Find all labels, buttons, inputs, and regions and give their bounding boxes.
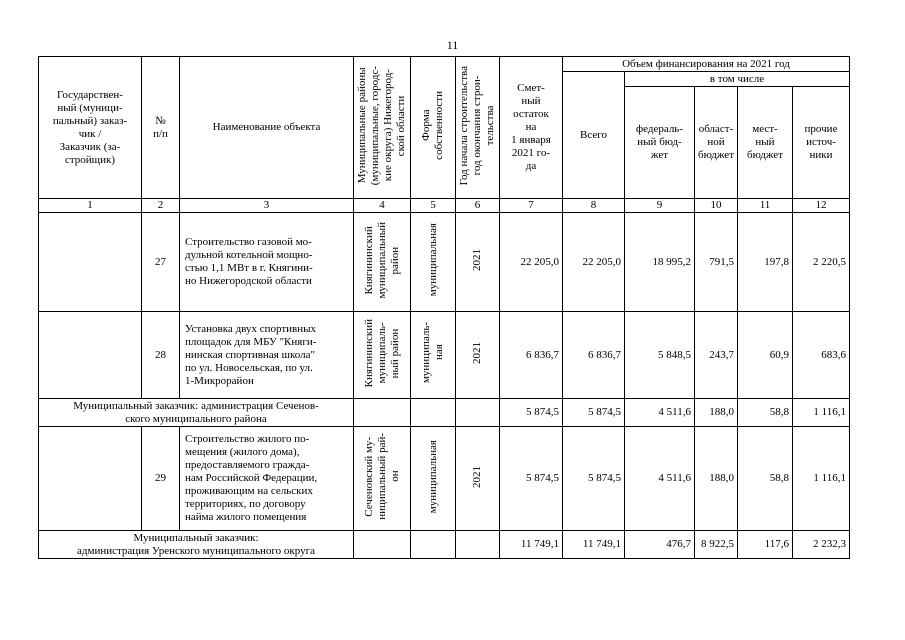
customer-subtotal-row bbox=[39, 531, 850, 559]
year: 2021 bbox=[456, 312, 500, 399]
empty-cell bbox=[456, 531, 500, 559]
header-remaining: Смет- ный остаток на 1 января 2021 го- да bbox=[500, 57, 563, 199]
regional-value: 188,0 bbox=[695, 399, 738, 427]
header-ownership: Форма собственности bbox=[411, 57, 456, 199]
row-number: 28 bbox=[142, 312, 180, 399]
federal-value: 18 995,2 bbox=[625, 213, 695, 312]
remaining-value: 11 749,1 bbox=[500, 531, 563, 559]
year: 2021 bbox=[456, 427, 500, 531]
remaining-value: 5 874,5 bbox=[500, 399, 563, 427]
empty-cell bbox=[411, 399, 456, 427]
header-total: Всего bbox=[563, 72, 625, 199]
federal-value: 5 848,5 bbox=[625, 312, 695, 399]
col-number: 5 bbox=[411, 199, 456, 213]
customer-label: Муниципальный заказчик: администрация Уренского муниципального округа bbox=[39, 531, 354, 559]
ownership: муниципальная bbox=[411, 427, 456, 531]
other-value: 1 116,1 bbox=[793, 427, 850, 531]
federal-value: 4 511,6 bbox=[625, 399, 695, 427]
empty-cell bbox=[411, 531, 456, 559]
total-value: 5 874,5 bbox=[563, 427, 625, 531]
header-districts: Муниципальные районы (муниципальные, городс- кие округа) Нижегород- ской области bbox=[354, 57, 411, 199]
year: 2021 bbox=[456, 213, 500, 312]
page-number: 11 bbox=[446, 38, 459, 52]
remaining-value: 5 874,5 bbox=[500, 427, 563, 531]
col-number: 7 bbox=[500, 199, 563, 213]
regional-value: 791,5 bbox=[695, 213, 738, 312]
object-name: Установка двух спортивных площадок для МБУ "Княги- нинская спортивная школа" по ул. Новосельская, по ул. 1-Микрорайон bbox=[180, 312, 354, 399]
object-name: Строительство жилого по- мещения (жилого дома), предоставляемого гражда- нам Российской Федерации, проживающим на сельских территориях, по договору найма жилого помещения bbox=[180, 427, 354, 531]
federal-value: 4 511,6 bbox=[625, 427, 695, 531]
district: Княгининский муниципаль- ный район bbox=[354, 312, 411, 399]
local-value: 197,8 bbox=[738, 213, 793, 312]
district: Сеченовский му- ниципальный рай- он bbox=[354, 427, 411, 531]
row-number: 27 bbox=[142, 213, 180, 312]
ownership: муниципальная bbox=[411, 213, 456, 312]
regional-value: 8 922,5 bbox=[695, 531, 738, 559]
header-local: мест- ный бюджет bbox=[738, 87, 793, 199]
header-including: в том числе bbox=[625, 72, 850, 87]
customer-subtotal-row bbox=[39, 399, 850, 427]
remaining-value: 6 836,7 bbox=[500, 312, 563, 399]
total-value: 5 874,5 bbox=[563, 399, 625, 427]
header-customer: Государствен- ный (муници- пальный) заказ- чик / Заказчик (за- стройщик) bbox=[39, 57, 142, 199]
cell-customer bbox=[39, 312, 142, 399]
financing-table bbox=[38, 56, 850, 559]
column-numbers-row bbox=[39, 199, 850, 213]
regional-value: 188,0 bbox=[695, 427, 738, 531]
header-financing: Объем финансирования на 2021 год bbox=[563, 57, 850, 72]
local-value: 58,8 bbox=[738, 427, 793, 531]
empty-cell bbox=[354, 531, 411, 559]
empty-cell bbox=[456, 399, 500, 427]
other-value: 2 232,3 bbox=[793, 531, 850, 559]
empty-cell bbox=[354, 399, 411, 427]
table-row bbox=[39, 213, 850, 312]
header-years: Год начала строительства год окончания строи- тельства bbox=[456, 57, 500, 199]
header-other: прочие источ- ники bbox=[793, 87, 850, 199]
col-number: 10 bbox=[695, 199, 738, 213]
table-row bbox=[39, 427, 850, 531]
col-number: 1 bbox=[39, 199, 142, 213]
col-number: 2 bbox=[142, 199, 180, 213]
cell-customer bbox=[39, 427, 142, 531]
cell-customer bbox=[39, 213, 142, 312]
district: Княгининский муниципальный район bbox=[354, 213, 411, 312]
total-value: 11 749,1 bbox=[563, 531, 625, 559]
local-value: 58,8 bbox=[738, 399, 793, 427]
col-number: 6 bbox=[456, 199, 500, 213]
table-row bbox=[39, 312, 850, 399]
other-value: 683,6 bbox=[793, 312, 850, 399]
federal-value: 476,7 bbox=[625, 531, 695, 559]
col-number: 12 bbox=[793, 199, 850, 213]
customer-label: Муниципальный заказчик: администрация Сеченов- ского муниципального района bbox=[39, 399, 354, 427]
ownership: муниципаль- ная bbox=[411, 312, 456, 399]
col-number: 4 bbox=[354, 199, 411, 213]
header-regional: област- ной бюджет bbox=[695, 87, 738, 199]
remaining-value: 22 205,0 bbox=[500, 213, 563, 312]
col-number: 3 bbox=[180, 199, 354, 213]
total-value: 22 205,0 bbox=[563, 213, 625, 312]
header-object-name: Наименование объекта bbox=[180, 57, 354, 199]
regional-value: 243,7 bbox=[695, 312, 738, 399]
other-value: 2 220,5 bbox=[793, 213, 850, 312]
object-name: Строительство газовой мо- дульной котельной мощно- стью 1,1 МВт в г. Княгини- но Нижегородской области bbox=[180, 213, 354, 312]
col-number: 8 bbox=[563, 199, 625, 213]
local-value: 60,9 bbox=[738, 312, 793, 399]
local-value: 117,6 bbox=[738, 531, 793, 559]
row-number: 29 bbox=[142, 427, 180, 531]
col-number: 11 bbox=[738, 199, 793, 213]
other-value: 1 116,1 bbox=[793, 399, 850, 427]
header-num: № п/п bbox=[142, 57, 180, 199]
col-number: 9 bbox=[625, 199, 695, 213]
header-federal: федераль- ный бюд- жет bbox=[625, 87, 695, 199]
total-value: 6 836,7 bbox=[563, 312, 625, 399]
